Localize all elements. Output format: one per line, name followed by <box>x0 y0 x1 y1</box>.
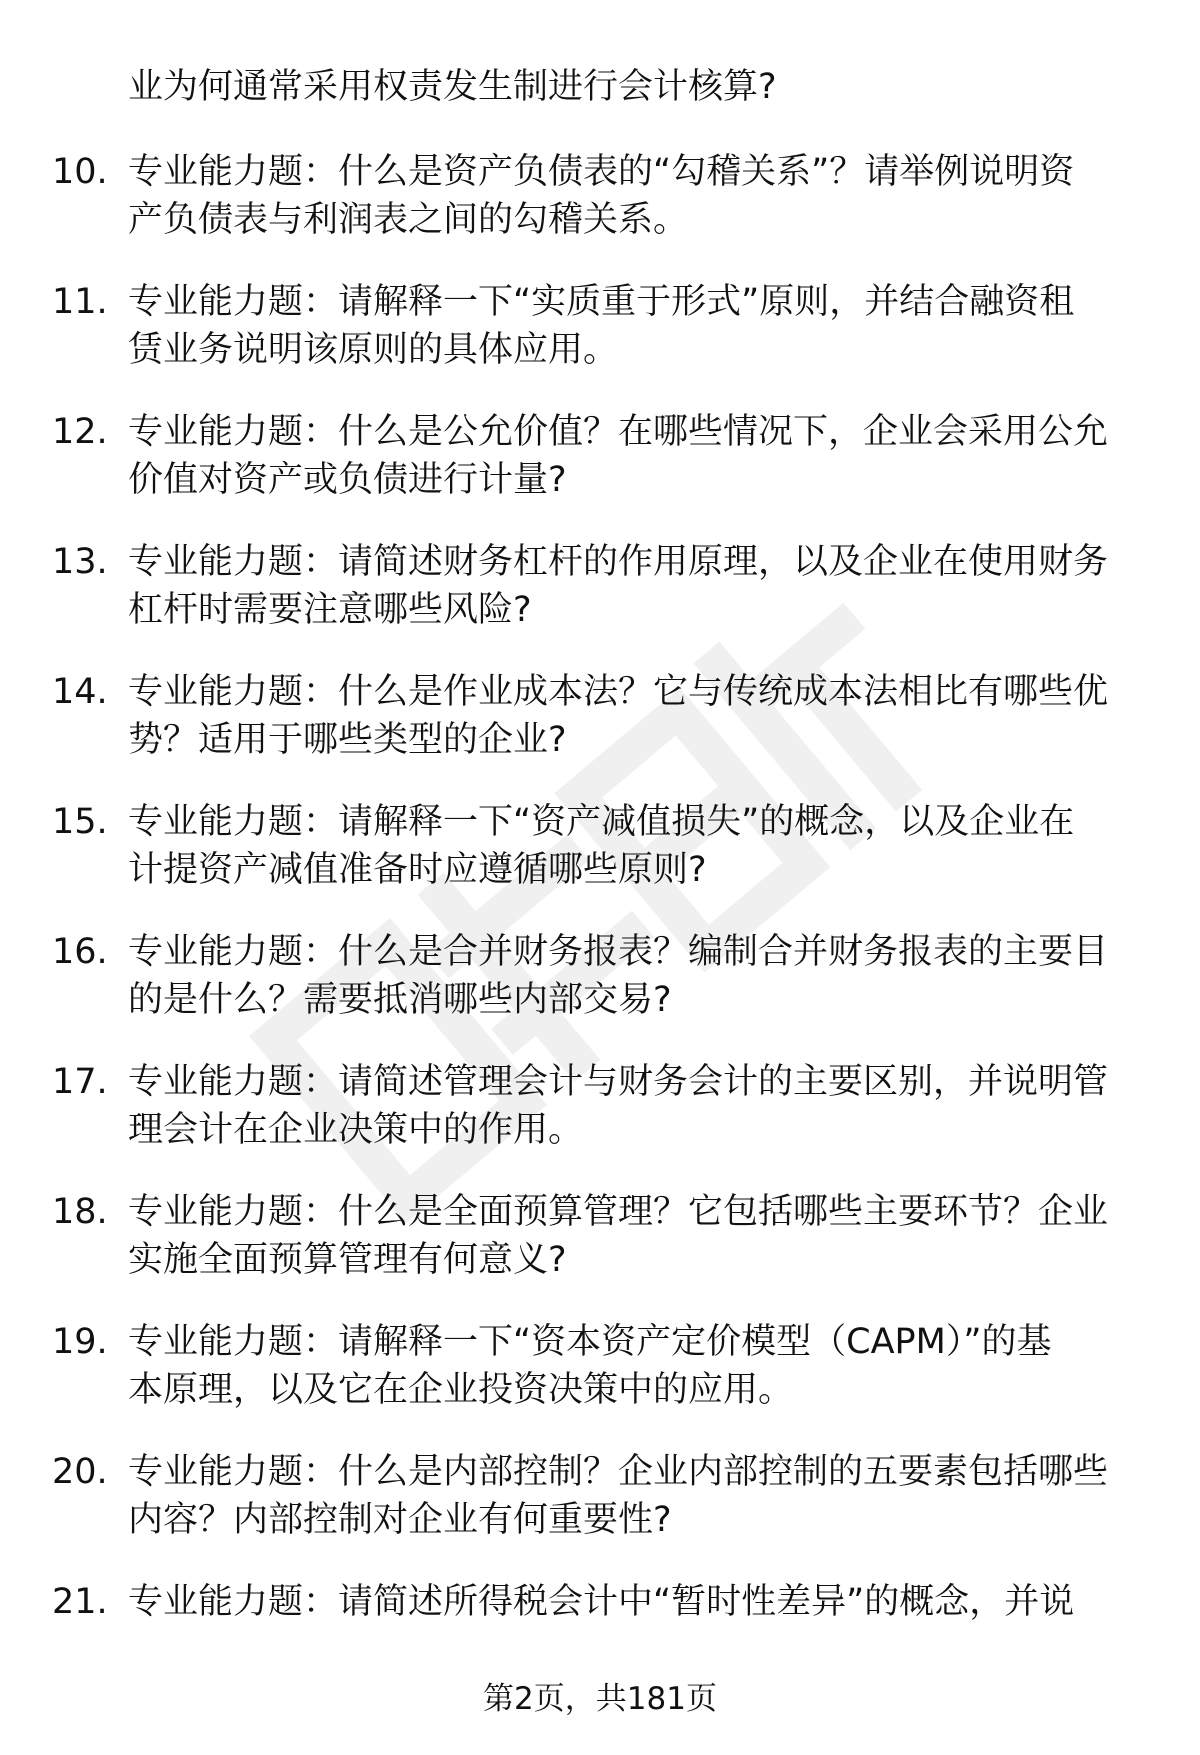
question-number: 11. <box>52 282 108 322</box>
question-number: 21. <box>52 1582 108 1622</box>
question-text-line: 本原理，以及它在企业投资决策中的应用。 <box>128 1370 794 1410</box>
question-text <box>128 1448 1138 1544</box>
question-text-line: 专业能力题：什么是公允价值？在哪些情况下，企业会采用公允 <box>128 412 1109 452</box>
question-text <box>128 148 1138 244</box>
question-text-line: 专业能力题：请解释一下“资本资产定价模型（CAPM）”的基 <box>128 1322 1052 1362</box>
question-text-line: 专业能力题：什么是作业成本法？它与传统成本法相比有哪些优 <box>128 672 1109 712</box>
question-text-line: 专业能力题：什么是合并财务报表？编制合并财务报表的主要目 <box>128 932 1109 972</box>
question-text-line: 专业能力题：请简述所得税会计中“暂时性差异”的概念，并说 <box>128 1582 1075 1622</box>
question-text <box>128 798 1138 894</box>
question-text-line: 实施全面预算管理有何意义? <box>128 1240 567 1280</box>
question-number: 18. <box>52 1192 108 1232</box>
question-text <box>128 408 1138 504</box>
question-number: 12. <box>52 412 108 452</box>
question-text-line: 专业能力题：请简述管理会计与财务会计的主要区别，并说明管 <box>128 1062 1109 1102</box>
question-text <box>128 1188 1138 1284</box>
question-text-line: 杠杆时需要注意哪些风险? <box>128 590 532 630</box>
question-text-line: 专业能力题：请简述财务杠杆的作用原理，以及企业在使用财务 <box>128 542 1109 582</box>
watermark-logo <box>190 520 1090 1280</box>
page-number-footer: 第2页，共181页 <box>483 1681 717 1717</box>
question-text-line: 专业能力题：什么是资产负债表的“勾稽关系”？请举例说明资 <box>128 152 1075 192</box>
question-number: 14. <box>52 672 108 712</box>
question-number: 13. <box>52 542 108 582</box>
question-text-line: 内容？内部控制对企业有何重要性? <box>128 1500 672 1540</box>
question-text-line: 价值对资产或负债进行计量? <box>128 460 567 500</box>
question-text-line: 专业能力题：请解释一下“实质重于形式”原则，并结合融资租 <box>128 282 1075 322</box>
question-text <box>128 1318 1138 1414</box>
question-text-line: 赁业务说明该原则的具体应用。 <box>128 330 619 370</box>
question-text <box>128 278 1138 374</box>
question-text-line: 产负债表与利润表之间的勾稽关系。 <box>128 200 689 240</box>
question-text-line: 计提资产减值准备时应遵循哪些原则? <box>128 850 707 890</box>
question-text-line: 理会计在企业决策中的作用。 <box>128 1110 584 1150</box>
question-text <box>128 538 1138 634</box>
question-text <box>128 928 1138 1024</box>
question-number: 20. <box>52 1452 108 1492</box>
carried-over-question-text: 业为何通常采用权责发生制进行会计核算? <box>128 67 777 107</box>
question-text <box>128 1578 1138 1626</box>
question-number: 15. <box>52 802 108 842</box>
question-text-line: 专业能力题：什么是全面预算管理？它包括哪些主要环节？企业 <box>128 1192 1109 1232</box>
question-text-line: 的是什么？需要抵消哪些内部交易? <box>128 980 672 1020</box>
question-number: 16. <box>52 932 108 972</box>
question-text-line: 势？适用于哪些类型的企业? <box>128 720 567 760</box>
question-text-line: 专业能力题：请解释一下“资产减值损失”的概念，以及企业在 <box>128 802 1075 842</box>
question-text-line: 专业能力题：什么是内部控制？企业内部控制的五要素包括哪些 <box>128 1452 1109 1492</box>
question-text <box>128 1058 1138 1154</box>
question-number: 17. <box>52 1062 108 1102</box>
question-text <box>128 668 1138 764</box>
question-number: 19. <box>52 1322 108 1362</box>
question-number: 10. <box>52 152 108 192</box>
